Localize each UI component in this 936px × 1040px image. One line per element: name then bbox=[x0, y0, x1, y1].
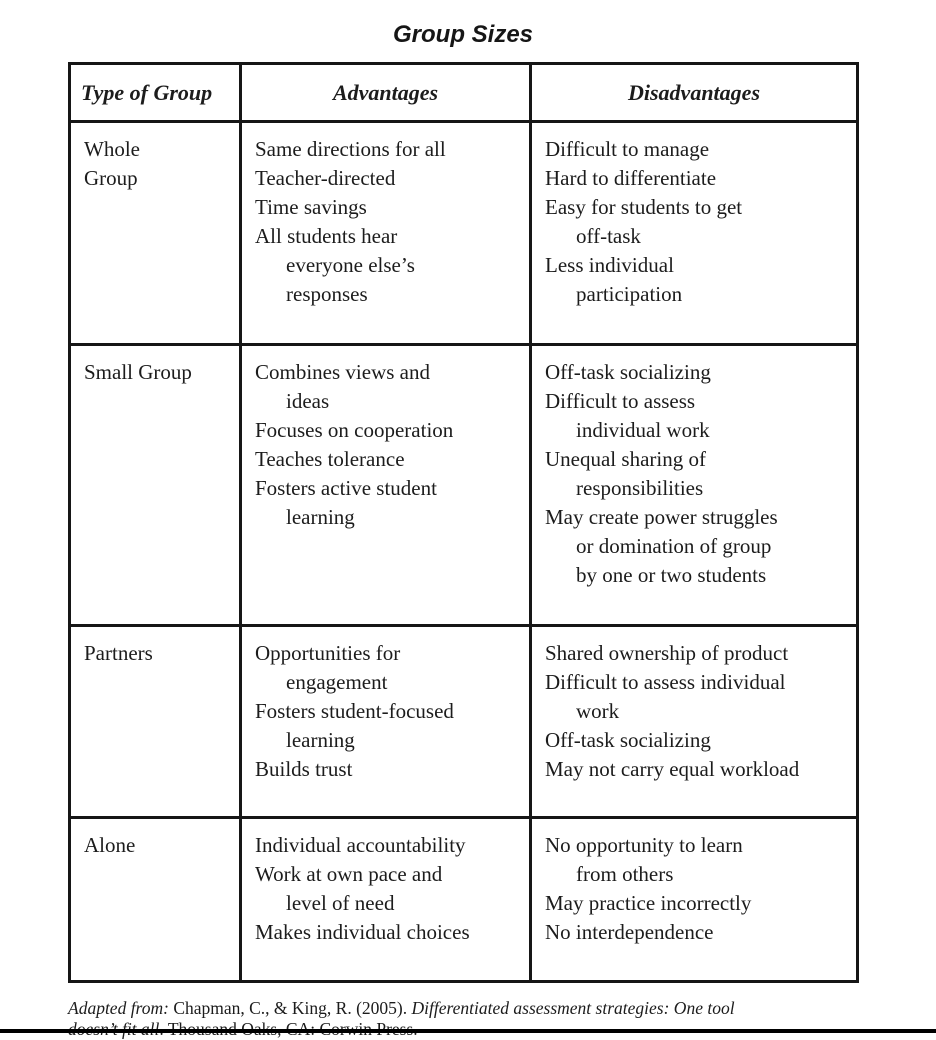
cell-line: Fosters active student bbox=[255, 476, 437, 500]
cell-line: Difficult to assess bbox=[545, 389, 696, 413]
advantages-cell bbox=[241, 345, 531, 626]
cell-line: responses bbox=[286, 282, 368, 306]
cell-line: Less individual bbox=[545, 253, 674, 277]
group-type-cell bbox=[70, 122, 241, 345]
advantages-cell bbox=[241, 626, 531, 818]
column-header-type-of-group: Type of Group bbox=[70, 64, 241, 122]
cell-line: Teacher-directed bbox=[255, 166, 396, 190]
cell-line: No interdependence bbox=[545, 920, 714, 944]
advantages-cell bbox=[241, 122, 531, 345]
cell-line: Opportunities for bbox=[255, 641, 401, 665]
cell-line: Off-task socializing bbox=[545, 728, 711, 752]
cell-line: responsibilities bbox=[576, 476, 704, 500]
cell-line: from others bbox=[576, 862, 674, 886]
column-header-disadvantages: Disadvantages bbox=[531, 64, 858, 122]
advantages-cell bbox=[241, 818, 531, 982]
cell-line: by one or two students bbox=[576, 563, 767, 587]
group-sizes-table bbox=[68, 62, 859, 983]
group-type-cell bbox=[70, 345, 241, 626]
cell-line: or domination of group bbox=[576, 534, 772, 558]
group-type-cell bbox=[70, 626, 241, 818]
cell-line: learning bbox=[286, 505, 355, 529]
cell-line: Unequal sharing of bbox=[545, 447, 706, 471]
cell-line: Shared ownership of product bbox=[545, 641, 789, 665]
cell-line: everyone else’s bbox=[286, 253, 415, 277]
cell-line: Fosters student-focused bbox=[255, 699, 454, 723]
table-row bbox=[70, 626, 858, 818]
cell-line: Focuses on cooperation bbox=[255, 418, 454, 442]
group-type-cell bbox=[70, 818, 241, 982]
cell-line: off-task bbox=[576, 224, 641, 248]
source-note-italic-segment: Differentiated assessment strategies: One tool bbox=[411, 998, 735, 1018]
disadvantages-cell bbox=[531, 626, 858, 818]
cell-line: Difficult to assess individual bbox=[545, 670, 786, 694]
cell-line: level of need bbox=[286, 891, 395, 915]
table-row bbox=[70, 122, 858, 345]
cell-line: Off-task socializing bbox=[545, 360, 711, 384]
disadvantages-cell bbox=[531, 345, 858, 626]
cell-line: May create power struggles bbox=[545, 505, 778, 529]
table-header-row bbox=[70, 64, 858, 122]
cell-line: work bbox=[576, 699, 620, 723]
cell-line: Difficult to manage bbox=[545, 137, 710, 161]
cell-line: Easy for students to get bbox=[545, 195, 743, 219]
cell-line: ideas bbox=[286, 389, 330, 413]
disadvantages-cell bbox=[531, 818, 858, 982]
cell-line: Whole bbox=[84, 137, 140, 161]
source-note bbox=[68, 998, 868, 1040]
cell-line: May not carry equal workload bbox=[545, 757, 800, 781]
cell-line: participation bbox=[576, 282, 683, 306]
cell-line: individual work bbox=[576, 418, 710, 442]
column-header-advantages: Advantages bbox=[241, 64, 531, 122]
cell-line: May practice incorrectly bbox=[545, 891, 752, 915]
cell-line: Partners bbox=[84, 641, 153, 665]
cell-line: Work at own pace and bbox=[255, 862, 443, 886]
table-row bbox=[70, 345, 858, 626]
table-row bbox=[70, 818, 858, 982]
cell-line: Hard to differentiate bbox=[545, 166, 717, 190]
table-body bbox=[70, 122, 858, 982]
cell-line: Teaches tolerance bbox=[255, 447, 405, 471]
cell-line: Same directions for all bbox=[255, 137, 446, 161]
cell-line: Alone bbox=[84, 833, 136, 857]
disadvantages-cell bbox=[531, 122, 858, 345]
page-title: Group Sizes bbox=[392, 21, 534, 48]
source-note-line bbox=[68, 998, 868, 1019]
cell-line: Builds trust bbox=[255, 757, 353, 781]
cell-line: No opportunity to learn bbox=[545, 833, 743, 857]
cell-line: Makes individual choices bbox=[255, 920, 470, 944]
cell-line: Combines views and bbox=[255, 360, 430, 384]
bottom-rule bbox=[0, 1029, 936, 1033]
cell-line: Group bbox=[84, 166, 138, 190]
cell-line: Small Group bbox=[84, 360, 192, 384]
cell-line: Time savings bbox=[255, 195, 367, 219]
cell-line: Individual accountability bbox=[255, 833, 466, 857]
source-note-italic-segment: Adapted from: bbox=[68, 998, 174, 1018]
cell-line: learning bbox=[286, 728, 355, 752]
cell-line: engagement bbox=[286, 670, 388, 694]
source-note-segment: Chapman, C., & King, R. (2005). bbox=[173, 998, 412, 1018]
cell-line: All students hear bbox=[255, 224, 398, 248]
